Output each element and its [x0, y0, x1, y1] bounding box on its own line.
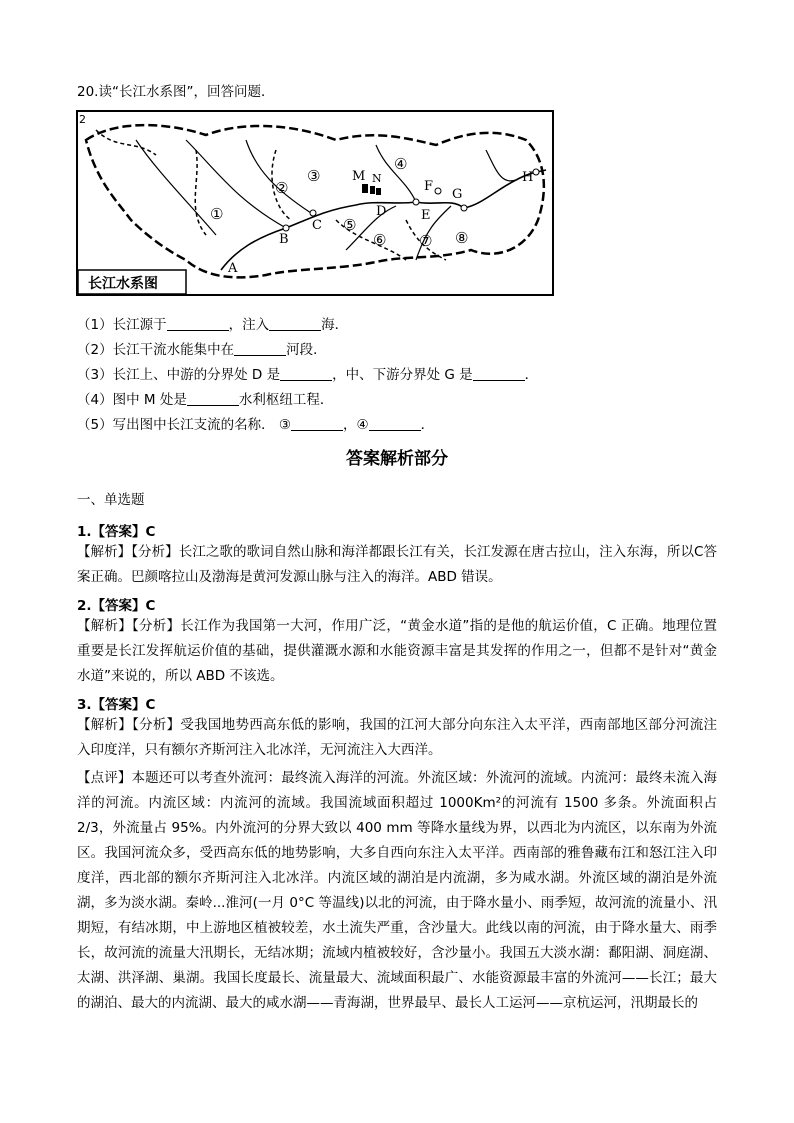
answer-blank — [369, 416, 421, 431]
map-point-label: C — [312, 218, 322, 233]
map-circle-label: ⑥ — [373, 231, 387, 249]
answer-blank — [167, 316, 229, 331]
question-item-1: （1）长江源于 ，注入 海． — [77, 317, 349, 333]
map-circle-label: ⑧ — [455, 229, 469, 247]
answer-1-explanation: 【解析】【分析】长江之歌的歌词自然山脉和海洋都跟长江有关，长江发源在唐古拉山，注入东海，所以C答案正确。巴颜喀拉山及渤海是黄河发源山脉与注入的海洋。ABD 错误。 — [77, 544, 717, 585]
map-point-label: B — [279, 232, 289, 247]
map-circle-label: ④ — [394, 155, 408, 173]
yangtze-river-map — [76, 110, 554, 296]
map-point-label: D — [376, 204, 387, 219]
answer-2-explanation: 【解析】【分析】长江作为我国第一大河，作用广泛，“黄金水道”指的是他的航运价值，C 正确。地理位置重要是长江发挥航运价值的基础，提供灌溉水源和水能资源丰富是其发挥的作用之一，但都不是针对“黄金水道”来说的，所以 ABD 不该选。 — [77, 618, 717, 684]
question-item-5: （5）写出图中长江支流的名称． ③ ，④ ． — [77, 417, 435, 433]
answer-blank — [187, 391, 239, 406]
question-item-3: （3）长江上、中游的分界处 D 是 ，中、下游分界处 G 是 ． — [77, 367, 539, 383]
question-item-4: （4）图中 M 处是 水利枢纽工程． — [77, 392, 334, 408]
question-item-2: （2）长江干流水能集中在 河段． — [77, 342, 327, 358]
map-caption: 长江水系图 — [88, 276, 158, 292]
map-point-label: H — [522, 170, 534, 185]
map-circle-label: ⑦ — [419, 232, 433, 250]
map-circle-label: ⑤ — [343, 216, 357, 234]
answer-1-label: 1.【答案】C — [77, 524, 156, 540]
answer-3-comment: 【点评】本题还可以考查外流河：最终流入海洋的河流。外流区域：外流河的流域。内流河：最终未流入海洋的河流。内流区域：内流河的流域。我国流域面积超过 1000Km²的河流有 1500 多条。外流面积占 2/3，外流量占 95%。内外流河的分界大致以 400 mm 等降水量线为界，以西北为内流区，以东南为外流区。我国河流众多，受西高东低的地势影响，大多自西向东注入太平洋。西南部的雅鲁藏布江和怒江注入印度洋，西北部的额尔齐斯河注入北冰洋。内流区域的湖泊是内流湖，多为咸水湖。外流区域的湖泊是外流湖，多为淡水湖。秦岭...淮河(一月 0°C 等温线)以北的河流，由于降水量小、雨季短，故河流的流量小、汛期短，有结冰期，中上游地区植被较差，水土流失严重，含沙量大。此线以南的河流，由于降水量大、雨季长，故河流的流量大汛期长，无结冰期；流域内植被较好，含沙量小。我国五大淡水湖：鄱阳湖、洞庭湖、太湖、洪泽湖、巢湖。我国长度最长、流量最大、流域面积最广、水能资源最丰富的外流河——长江；最大的湖泊、最大的内流湖、最大的咸水湖——青海湖，世界最早、最长人工运河——京杭运河，汛期最长的 — [77, 770, 717, 1011]
question-title: 20.读“长江水系图”，回答问题． — [77, 84, 275, 100]
answer-blank — [291, 416, 343, 431]
answer-2-label: 2.【答案】C — [77, 598, 156, 614]
map-point-label: A — [228, 261, 238, 276]
answer-blank — [280, 366, 332, 381]
map-circle-label: ① — [210, 205, 224, 223]
answer-blank — [234, 341, 286, 356]
map-point-label: N — [372, 172, 382, 185]
map-point-label: G — [452, 187, 463, 202]
answer-3-label: 3.【答案】C — [77, 697, 156, 713]
map-point-label: F — [424, 179, 434, 194]
answer-blank — [269, 316, 321, 331]
answers-heading: 答案解析部分 — [346, 449, 448, 469]
answer-blank — [473, 366, 525, 381]
map-point-label: E — [421, 208, 431, 223]
section-title: 一、单选题 — [77, 492, 145, 508]
map-frame-number: 2 — [79, 113, 86, 126]
map-point-label: M — [352, 169, 366, 184]
map-circle-label: ③ — [307, 167, 321, 185]
map-circle-label: ② — [275, 179, 289, 197]
answer-3-explanation: 【解析】【分析】受我国地势西高东低的影响，我国的江河大部分向东注入太平洋，西南部地区部分河流注入印度洋，只有额尔齐斯河注入北冰洋，无河流注入大西洋。 — [77, 717, 717, 758]
